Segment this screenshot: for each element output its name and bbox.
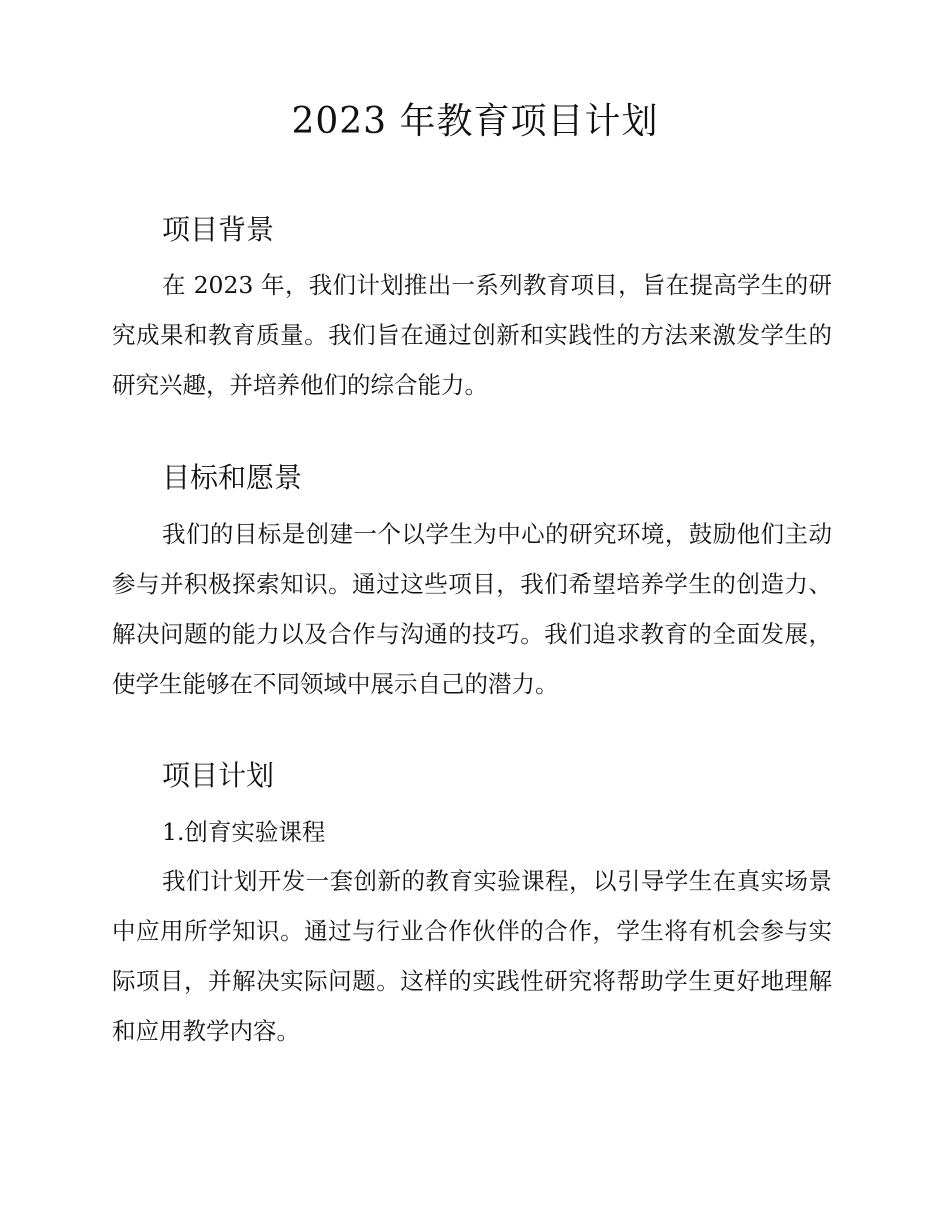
section-heading-plan: 项目计划 [162, 759, 275, 792]
section-heading-background: 项目背景 [162, 213, 275, 246]
document-title: 2023 年教育项目计划 [291, 101, 659, 142]
section-paragraph-background: 在 2023 年，我们计划推出一系列教育项目，旨在提高学生的研究成果和教育质量。我们旨在通过创新和实践性的方法来激发学生的研究兴趣，并培养他们的综合能力。 [112, 271, 832, 399]
section-heading-goals: 目标和愿景 [162, 461, 303, 494]
plan-subheading-1: 1.创育实验课程 [162, 818, 326, 846]
section-paragraph-plan: 我们计划开发一套创新的教育实验课程，以引导学生在真实场景中应用所学知识。通过与行业合作伙伴的合作，学生将有机会参与实际项目，并解决实际问题。这样的实践性研究将帮助学生更好地理解和应用教学内容。 [112, 867, 832, 1045]
section-paragraph-goals: 我们的目标是创建一个以学生为中心的研究环境，鼓励他们主动参与并积极探索知识。通过这些项目，我们希望培养学生的创造力、解决问题的能力以及合作与沟通的技巧。我们追求教育的全面发展，使学生能够在不同领域中展示自己的潜力。 [112, 520, 832, 698]
